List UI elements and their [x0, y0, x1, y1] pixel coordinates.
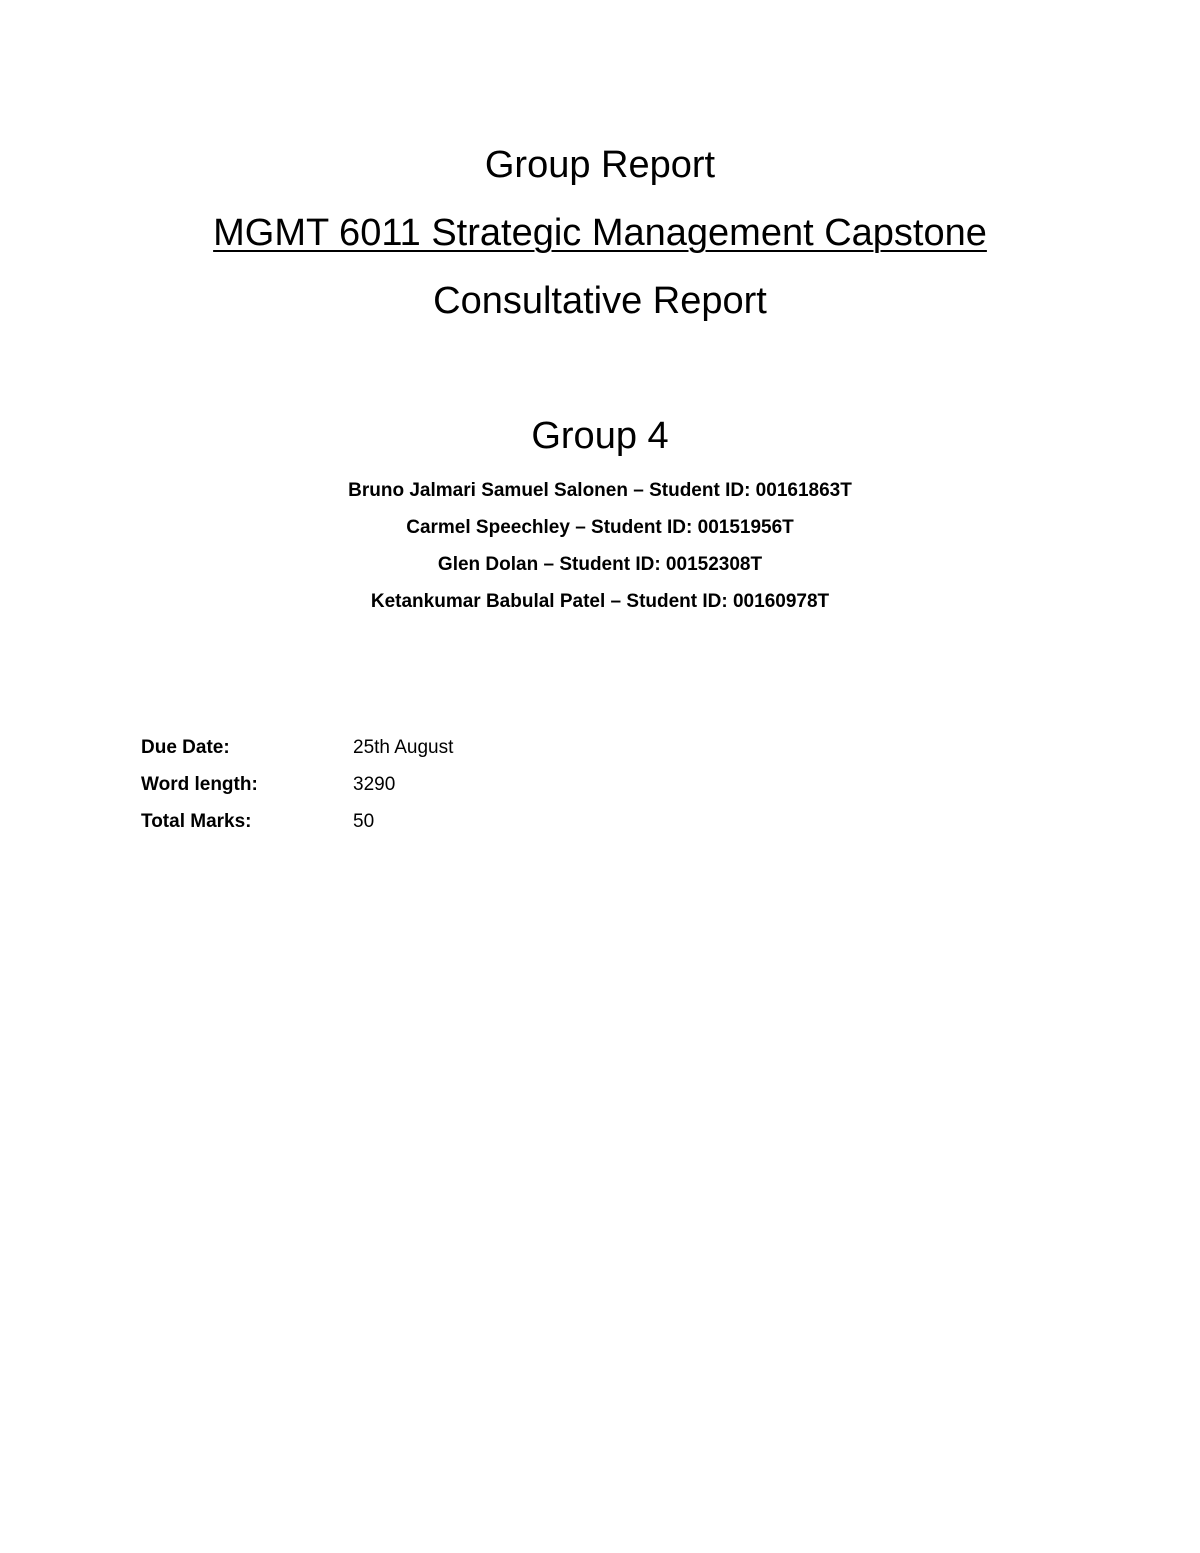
submission-details — [141, 735, 453, 846]
word-length-row — [141, 772, 453, 809]
report-subtitle: Consultative Report — [433, 280, 767, 322]
member-item: Glen Dolan – Student ID: 00152308T — [437, 554, 763, 575]
due-date-row — [141, 735, 453, 772]
due-date-label: Due Date: — [141, 737, 230, 758]
member-item: Ketankumar Babulal Patel – Student ID: 00160978T — [370, 591, 830, 612]
word-length-label: Word length: — [141, 774, 258, 795]
due-date-value: 25th August — [353, 737, 454, 758]
member-list — [0, 478, 1200, 626]
course-title: MGMT 6011 Strategic Management Capstone — [213, 212, 987, 254]
total-marks-row — [141, 809, 453, 846]
report-title: Group Report — [484, 144, 716, 186]
member-item: Carmel Speechley – Student ID: 00151956T — [406, 517, 794, 538]
total-marks-label: Total Marks: — [141, 811, 252, 832]
member-item: Bruno Jalmari Samuel Salonen – Student ID: 00161863T — [348, 480, 852, 501]
word-length-value: 3290 — [353, 774, 396, 795]
total-marks-value: 50 — [353, 811, 375, 832]
group-title: Group 4 — [531, 415, 669, 457]
